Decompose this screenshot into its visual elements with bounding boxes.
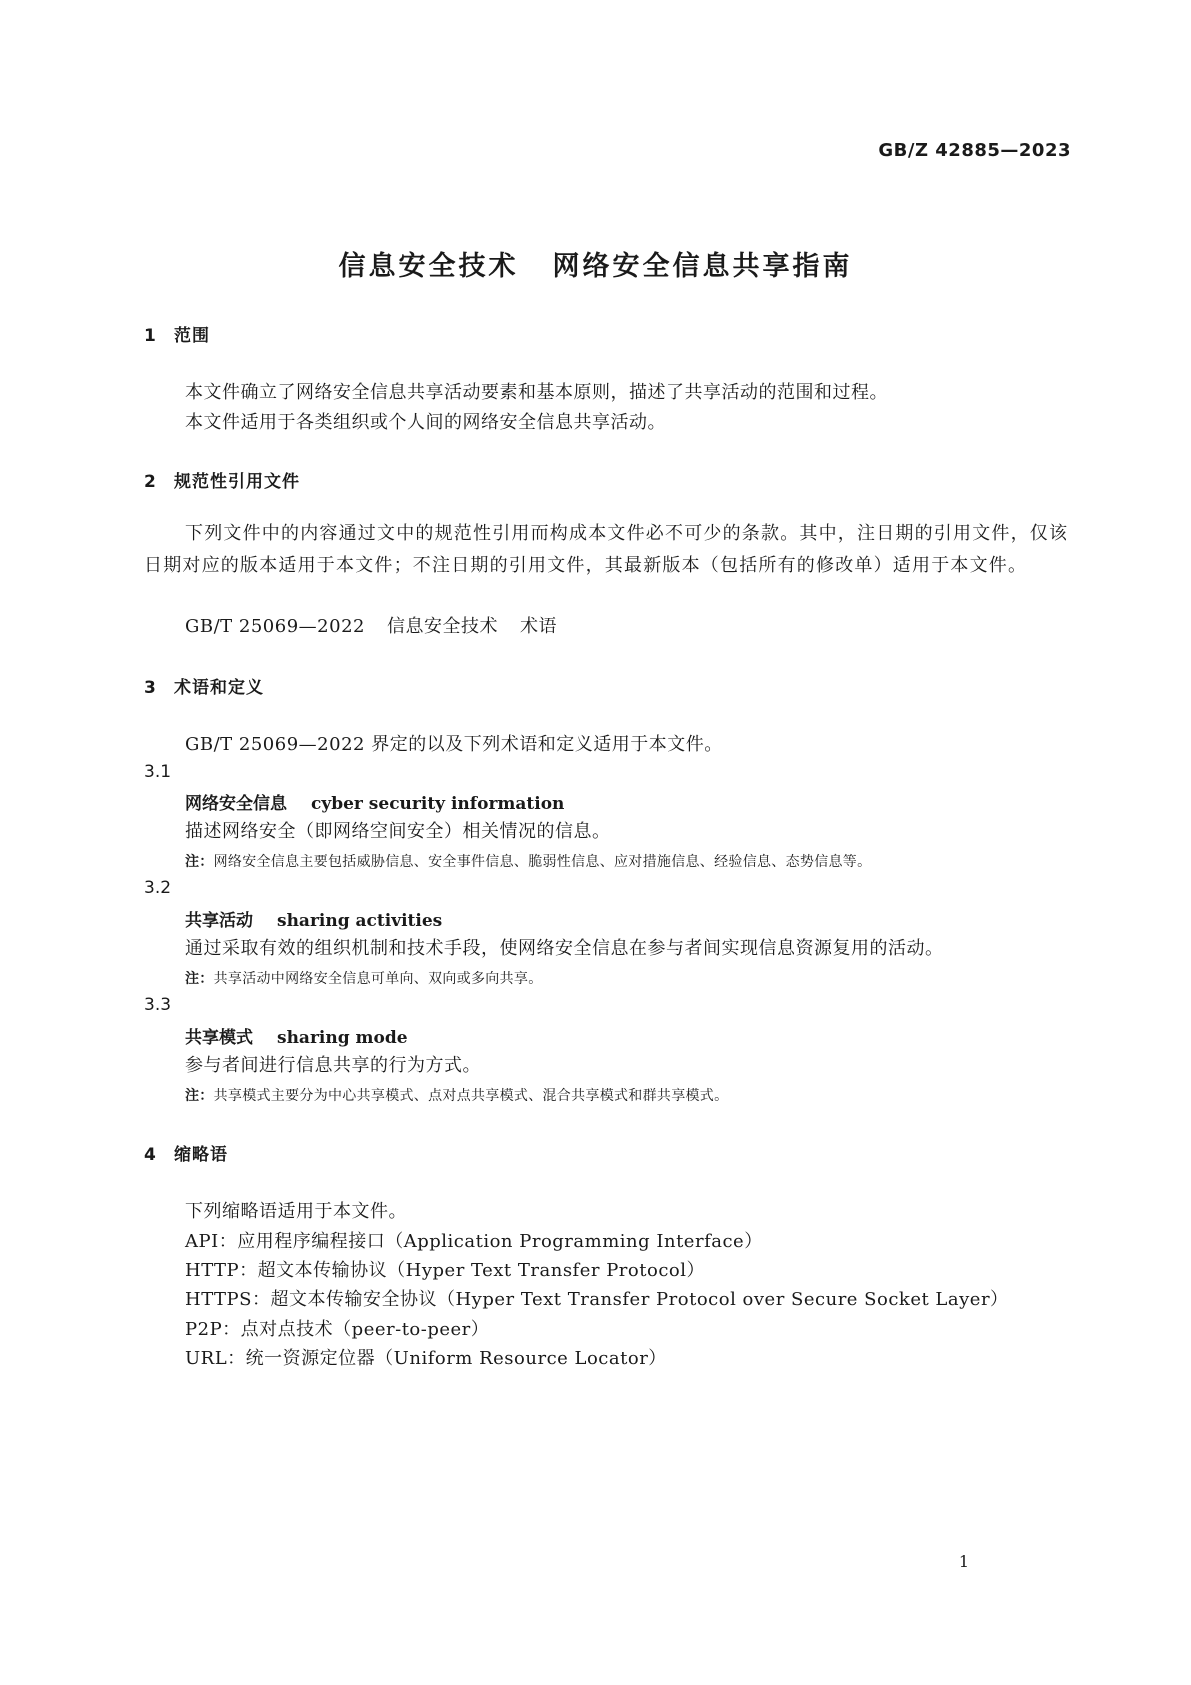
term-zh: 共享模式 — [185, 1028, 253, 1048]
page-title — [0, 244, 1191, 283]
section-title: 术语和定义 — [174, 678, 264, 698]
section-1-para-2: 本文件适用于各类组织或个人间的网络安全信息共享活动。 — [185, 412, 666, 433]
note-text: 网络安全信息主要包括威胁信息、安全事件信息、脆弱性信息、应对措施信息、经验信息、态势信息等。 — [213, 854, 872, 870]
term-en: sharing activities — [277, 911, 443, 931]
section-number: 2 — [144, 472, 157, 492]
section-number: 3 — [144, 678, 157, 698]
term-entry — [185, 906, 442, 931]
reference-code: GB/T 25069—2022 — [185, 616, 365, 637]
section-number: 1 — [144, 326, 157, 346]
abbreviation-item: HTTP：超文本传输协议（Hyper Text Transfer Protocol） — [185, 1260, 705, 1281]
term-note — [185, 1085, 728, 1105]
section-title: 缩略语 — [174, 1145, 228, 1165]
term-definition: 参与者间进行信息共享的行为方式。 — [185, 1055, 481, 1076]
reference-title-2: 术语 — [519, 616, 557, 637]
section-3-heading — [144, 673, 264, 698]
standard-number: GB/Z 42885—2023 — [878, 140, 1071, 161]
term-note — [185, 851, 871, 871]
title-part2: 网络安全信息共享指南 — [552, 251, 853, 282]
note-label: 注： — [185, 971, 214, 987]
term-zh: 网络安全信息 — [185, 794, 287, 814]
term-en: cyber security information — [311, 794, 565, 814]
note-label: 注： — [185, 854, 214, 870]
page-number: 1 — [958, 1552, 969, 1571]
section-number: 4 — [144, 1145, 157, 1165]
term-number: 3.2 — [144, 878, 172, 898]
section-2-para: 下列文件中的内容通过文中的规范性引用而构成本文件必不可少的条款。其中，注日期的引用文件，仅该日期对应的版本适用于本文件；不注日期的引用文件，其最新版本（包括所有的修改单）适用于本文件。 — [144, 523, 1069, 576]
term-en: sharing mode — [277, 1028, 408, 1048]
section-4-heading — [144, 1140, 228, 1165]
section-4-intro: 下列缩略语适用于本文件。 — [185, 1201, 407, 1222]
reference-title-1: 信息安全技术 — [386, 616, 498, 637]
term-definition: 描述网络安全（即网络空间安全）相关情况的信息。 — [185, 821, 611, 842]
section-title: 范围 — [174, 326, 210, 346]
normative-reference — [185, 612, 557, 638]
section-title: 规范性引用文件 — [174, 472, 300, 492]
note-text: 共享模式主要分为中心共享模式、点对点共享模式、混合共享模式和群共享模式。 — [213, 1088, 729, 1104]
term-entry — [185, 1023, 408, 1048]
note-label: 注： — [185, 1088, 214, 1104]
term-number: 3.1 — [144, 762, 172, 782]
term-number: 3.3 — [144, 995, 172, 1015]
term-note — [185, 968, 543, 988]
abbreviation-item: HTTPS：超文本传输安全协议（Hyper Text Transfer Protocol over Secure Socket Layer） — [185, 1289, 1009, 1310]
note-text: 共享活动中网络安全信息可单向、双向或多向共享。 — [213, 971, 543, 987]
term-entry — [185, 789, 564, 814]
section-3-intro: GB/T 25069—2022 界定的以及下列术语和定义适用于本文件。 — [185, 734, 723, 755]
section-1-heading — [144, 321, 210, 346]
section-1-para-1: 本文件确立了网络安全信息共享活动要素和基本原则，描述了共享活动的范围和过程。 — [185, 382, 888, 403]
term-zh: 共享活动 — [185, 911, 253, 931]
title-part1: 信息安全技术 — [338, 251, 519, 282]
term-definition: 通过采取有效的组织机制和技术手段，使网络安全信息在参与者间实现信息资源复用的活动。 — [185, 938, 944, 959]
abbreviation-item: P2P：点对点技术（peer-to-peer） — [185, 1319, 490, 1340]
abbreviation-item: API：应用程序编程接口（Application Programming Interface） — [185, 1231, 763, 1252]
abbreviation-item: URL：统一资源定位器（Uniform Resource Locator） — [185, 1348, 667, 1369]
section-2-heading — [144, 467, 300, 492]
